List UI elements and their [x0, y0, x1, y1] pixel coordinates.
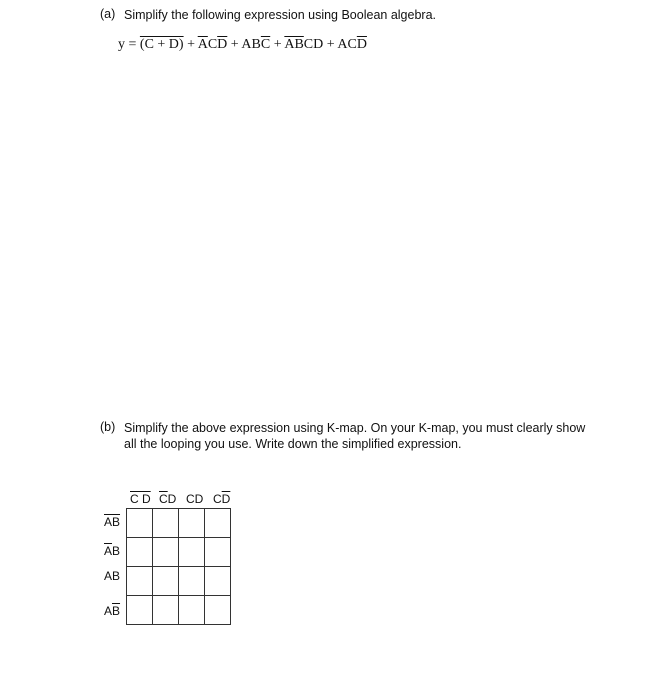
kmap-cell	[179, 538, 205, 567]
kmap-cell	[205, 596, 231, 625]
kmap-cell	[153, 567, 179, 596]
kmap-col-label-2: $\overline{C}D$	[159, 492, 177, 506]
part-a-label: (a)	[100, 7, 116, 21]
term-5-d-bar: $\overline{D}$	[356, 37, 367, 52]
kmap-col-label-3: CD	[186, 492, 204, 506]
term-separator: +	[227, 37, 242, 52]
expression-lhs: y =	[118, 37, 140, 52]
term-2-a-bar: $\overline{A}$	[197, 37, 208, 52]
kmap-row	[127, 509, 231, 538]
kmap-cell	[153, 538, 179, 567]
term-separator: +	[270, 37, 285, 52]
kmap-cell	[179, 596, 205, 625]
kmap-row-label-3: AB	[104, 569, 121, 583]
kmap-cell	[153, 596, 179, 625]
term-separator: +	[183, 37, 198, 52]
kmap-col-label-4: $C\overline{D}$	[213, 492, 231, 506]
term-4-cd: CD	[303, 37, 324, 52]
kmap-cell	[179, 567, 205, 596]
term-2-d-bar: $\overline{D}$	[217, 37, 228, 52]
boolean-expression	[118, 37, 367, 53]
term-3-ab: AB	[241, 37, 261, 52]
kmap-cell	[127, 509, 153, 538]
kmap-row	[127, 567, 231, 596]
part-b-question	[124, 420, 594, 452]
kmap-cell	[127, 538, 153, 567]
kmap-cell	[205, 567, 231, 596]
part-a-question: Simplify the following expression using Boolean algebra.	[124, 8, 436, 22]
kmap-cell	[127, 596, 153, 625]
term-2-c: C	[207, 37, 218, 52]
part-b-line-1: Simplify the above expression using K-map. On your K-map, you must clearly show	[124, 421, 586, 435]
kmap-cell	[205, 509, 231, 538]
kmap-row-label-4: $A\overline{B}$	[104, 604, 121, 618]
term-1: (C + D)	[139, 37, 184, 52]
kmap-col-label-1: C D	[130, 492, 151, 506]
term-3-c-bar: $\overline{C}$	[260, 37, 271, 52]
kmap-row-label-1: $\overline{AB}$	[104, 515, 121, 529]
part-b-line-2: all the looping you use. Write down the simplified expression.	[124, 437, 462, 451]
term-4-ab-bar: $\overline{AB}$	[284, 37, 304, 52]
kmap-cell	[153, 509, 179, 538]
kmap-row	[127, 538, 231, 567]
kmap-cell	[127, 567, 153, 596]
kmap-grid	[126, 508, 231, 625]
term-separator: +	[323, 37, 338, 52]
kmap-cell	[179, 509, 205, 538]
kmap-row-label-2: $\overline{A}B$	[104, 544, 121, 558]
term-5-ac: AC	[337, 37, 357, 52]
part-b-label: (b)	[100, 420, 116, 434]
kmap-row	[127, 596, 231, 625]
kmap-cell	[205, 538, 231, 567]
